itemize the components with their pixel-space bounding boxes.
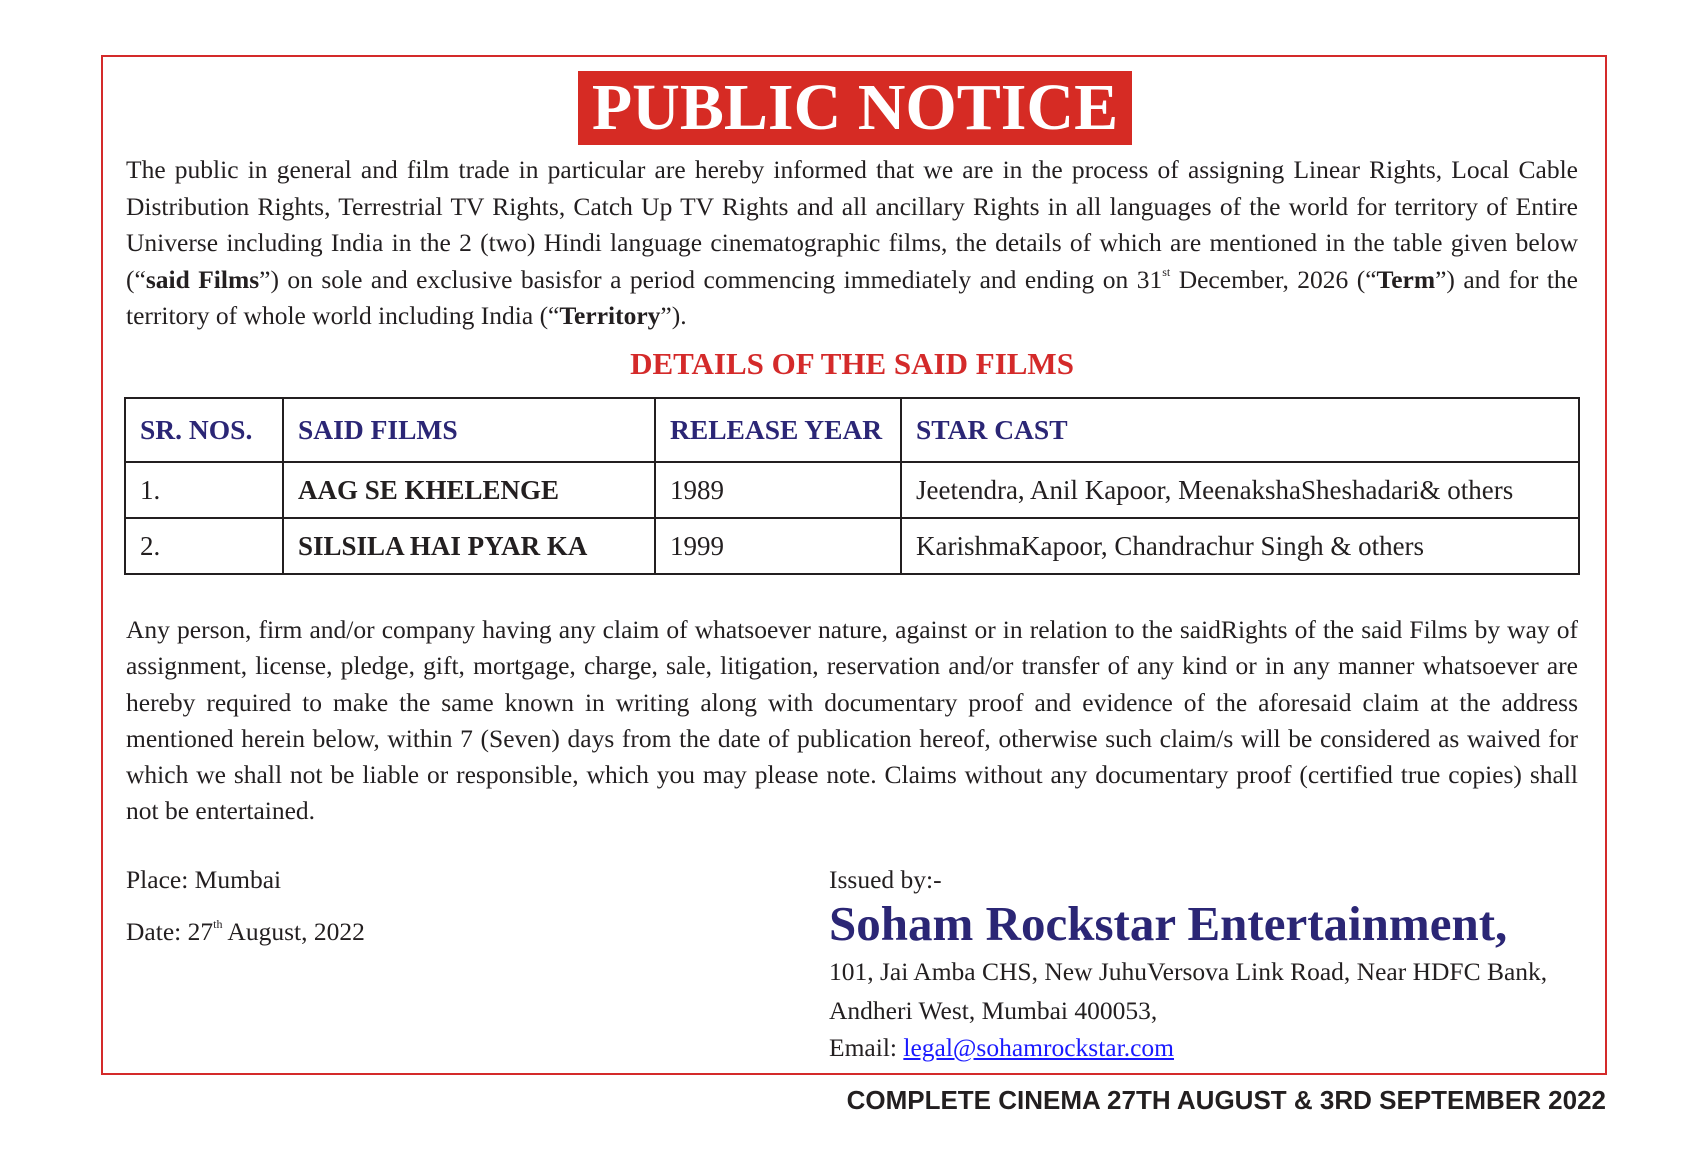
header-release-year: RELEASE YEAR	[655, 398, 901, 462]
cell-sr: 2.	[125, 518, 283, 574]
address-line: 101, Jai Amba CHS, New JuhuVersova Link Road, Near HDFC Bank,	[829, 957, 1548, 986]
header-star-cast: STAR CAST	[901, 398, 1579, 462]
address-line: Andheri West, Mumbai 400053,	[829, 995, 1158, 1025]
company-name: Soham Rockstar Entertainment,	[829, 896, 1508, 951]
date-superscript: th	[213, 917, 223, 931]
intro-text: ”) and for the territory of whole world including India (“	[126, 264, 1578, 330]
cell-sr: 1.	[125, 462, 283, 518]
publication-footer: COMPLETE CINEMA 27TH AUGUST & 3RD SEPTEMBER 2022	[846, 1085, 1606, 1115]
table-row	[125, 462, 1579, 518]
intro-paragraph	[126, 152, 1578, 335]
email-label: Email:	[829, 1033, 904, 1062]
cell-film: SILSILA HAI PYAR KA	[283, 518, 655, 574]
notice-title: PUBLIC NOTICE	[578, 71, 1132, 145]
date-text: Date: 27	[126, 917, 214, 946]
date-line	[126, 914, 365, 950]
intro-bold-territory: Territory	[559, 301, 661, 330]
place-line: Place: Mumbai	[126, 865, 282, 894]
intro-text: ”).	[660, 301, 687, 330]
header-sr-nos: SR. NOS.	[125, 398, 283, 462]
table-row	[125, 518, 1579, 574]
cell-cast: Jeetendra, Anil Kapoor, MeenakshaSheshadari& others	[901, 462, 1579, 518]
intro-superscript: st	[1162, 264, 1171, 279]
details-heading: DETAILS OF THE SAID FILMS	[630, 346, 1074, 381]
email-link[interactable]: legal@sohamrockstar.com	[903, 1033, 1174, 1062]
issued-by-label: Issued by:-	[829, 865, 942, 894]
claims-paragraph: Any person, firm and/or company having any claim of whatsoever nature, against or in relation to the saidRights of the said Films by way of assignment, license, pledge, gift, mortgage, charge, sale, litigation, reservation and/or transfer of any kind or in any manner whatsoever are hereby required to make the same known in writing along with documentary proof and evidence of the aforesaid claim at the address mentioned herein below, within 7 (Seven) days from the date of publication hereof, otherwise such claim/s will be considered as waived for which we shall not be liable or responsible, which you may please note. Claims without any documentary proof (certified true copies) shall not be entertained.	[126, 615, 1578, 826]
intro-bold-term: Term	[1376, 264, 1436, 294]
table-header-row	[125, 398, 1579, 462]
email-line	[829, 1029, 1174, 1067]
intro-text: December, 2026 (“	[1170, 264, 1377, 294]
cell-cast: KarishmaKapoor, Chandrachur Singh & others	[901, 518, 1579, 574]
header-said-films: SAID FILMS	[283, 398, 655, 462]
intro-text: The public in general and film trade in particular are hereby informed that we are in the process of assigning Linear Rights, Local Cable Distribution Rights, Terrestrial TV Rights, Catch Up TV Rights and all ancillary Rights in all languages of the world for territory of Entire Universe including India in the 2 (two) Hindi language cinematographic films, the details of which are mentioned in the table given below (“	[126, 155, 1578, 294]
cell-film: AAG SE KHELENGE	[283, 462, 655, 518]
cell-year: 1989	[655, 462, 901, 518]
films-table	[124, 397, 1580, 575]
date-text: August, 2022	[222, 917, 365, 946]
intro-bold-said-films: said Films	[145, 264, 260, 294]
company-address	[829, 953, 1589, 1030]
cell-year: 1999	[655, 518, 901, 574]
intro-text: ”) on sole and exclusive basisfor a period commencing immediately and ending on 31	[259, 264, 1163, 294]
